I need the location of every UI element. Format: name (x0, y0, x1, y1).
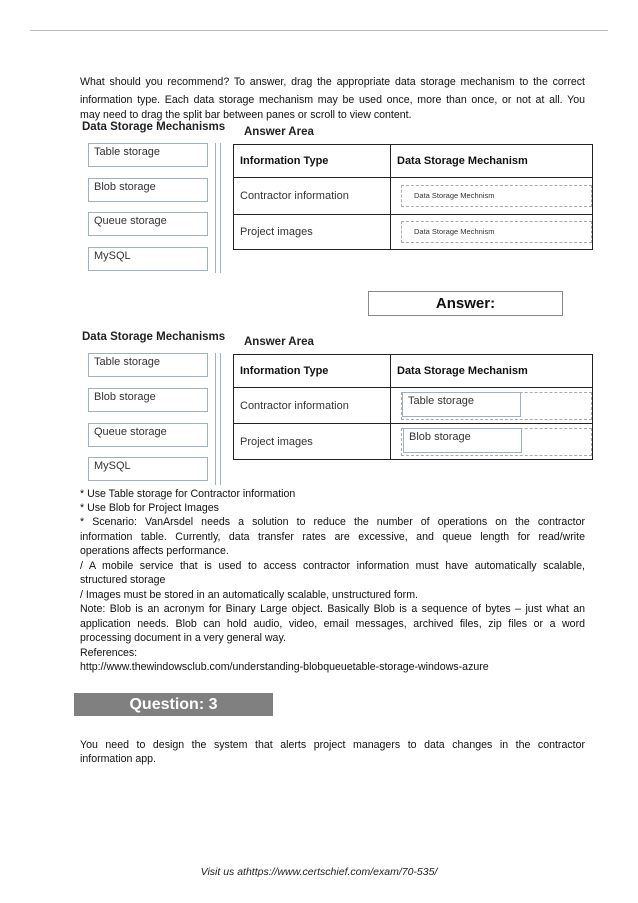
mechanism-mysql[interactable]: MySQL (88, 457, 208, 481)
drop-target[interactable]: Data Storage Mechnism (401, 185, 592, 207)
explanation-line: / A mobile service that is used to access contractor information must have automatically scalable, (80, 560, 585, 572)
question-line: You need to design the system that alerts project managers to data changes in the contractor (80, 739, 585, 751)
mechanism-blob-storage[interactable]: Blob storage (88, 178, 208, 202)
explanation-line: information table. Currently, data transfer rates are excessive, and queue length for read/write (80, 531, 585, 543)
col-header-mechanism: Data Storage Mechanism (391, 145, 593, 178)
mechanism-blob-storage[interactable]: Blob storage (88, 388, 208, 412)
mechanisms-title: Data Storage Mechanisms (82, 331, 226, 343)
col-header-information-type: Information Type (234, 355, 391, 388)
mechanism-queue-storage[interactable]: Queue storage (88, 212, 208, 236)
question-line: information app. (80, 753, 156, 765)
split-bar[interactable] (215, 353, 216, 485)
split-bar[interactable] (215, 143, 216, 273)
answer-label: Answer: (368, 291, 563, 316)
explanation-line: / Images must be stored in an automatically scalable, unstructured form. (80, 589, 418, 601)
explanation-line: operations affects performance. (80, 545, 229, 557)
explanation-line: Note: Blob is an acronym for Binary Large object. Basically Blob is a sequence of bytes – just what an (80, 603, 585, 615)
mechanism-mysql[interactable]: MySQL (88, 247, 208, 271)
answer-table (233, 144, 593, 250)
row-label: Project images (234, 215, 391, 250)
col-header-mechanism: Data Storage Mechanism (391, 355, 593, 388)
mechanism-table-storage[interactable]: Table storage (88, 353, 208, 377)
explanation-line: structured storage (80, 574, 166, 586)
reference-link[interactable]: http://www.thewindowsclub.com/understanding-blobqueuetable-storage-windows-azure (80, 661, 489, 673)
intro-line: information type. Each data storage mechanism may be used once, more than once, or not at all. You (80, 94, 585, 106)
explanation-line: application needs. Blob can hold audio, video, email messages, archived files, zip files or a word (80, 618, 585, 630)
col-header-information-type: Information Type (234, 145, 391, 178)
intro-line: may need to drag the split bar between panes or scroll to view content. (80, 109, 412, 121)
drop-target[interactable]: Data Storage Mechnism (401, 221, 592, 243)
explanation-line: * Scenario: VanArsdel needs a solution to reduce the number of operations on the contractor (80, 516, 585, 528)
row-label: Contractor information (234, 388, 391, 424)
mechanism-table-storage[interactable]: Table storage (88, 143, 208, 167)
row-label: Contractor information (234, 178, 391, 215)
mechanism-queue-storage[interactable]: Queue storage (88, 423, 208, 447)
row-label: Project images (234, 424, 391, 460)
split-bar[interactable] (220, 353, 221, 485)
mechanisms-title: Data Storage Mechanisms (82, 121, 226, 133)
explanation-line: References: (80, 647, 138, 659)
answer-area-title: Answer Area (244, 126, 314, 138)
header-rule (30, 30, 608, 31)
explanation-line: processing document in a very general way. (80, 632, 286, 644)
footer-text: Visit us athttps://www.certschief.com/exam/70-535/ (200, 866, 438, 878)
intro-line: What should you recommend? To answer, drag the appropriate data storage mechanism to the correct (80, 76, 585, 88)
answer-project-images[interactable]: Blob storage (403, 428, 522, 453)
answer-area-title: Answer Area (244, 336, 314, 348)
answer-contractor-information[interactable]: Table storage (402, 392, 521, 417)
split-bar[interactable] (220, 143, 221, 273)
explanation-line: * Use Blob for Project Images (80, 502, 219, 514)
explanation-line: * Use Table storage for Contractor information (80, 488, 296, 500)
question-heading: Question: 3 (74, 693, 273, 716)
